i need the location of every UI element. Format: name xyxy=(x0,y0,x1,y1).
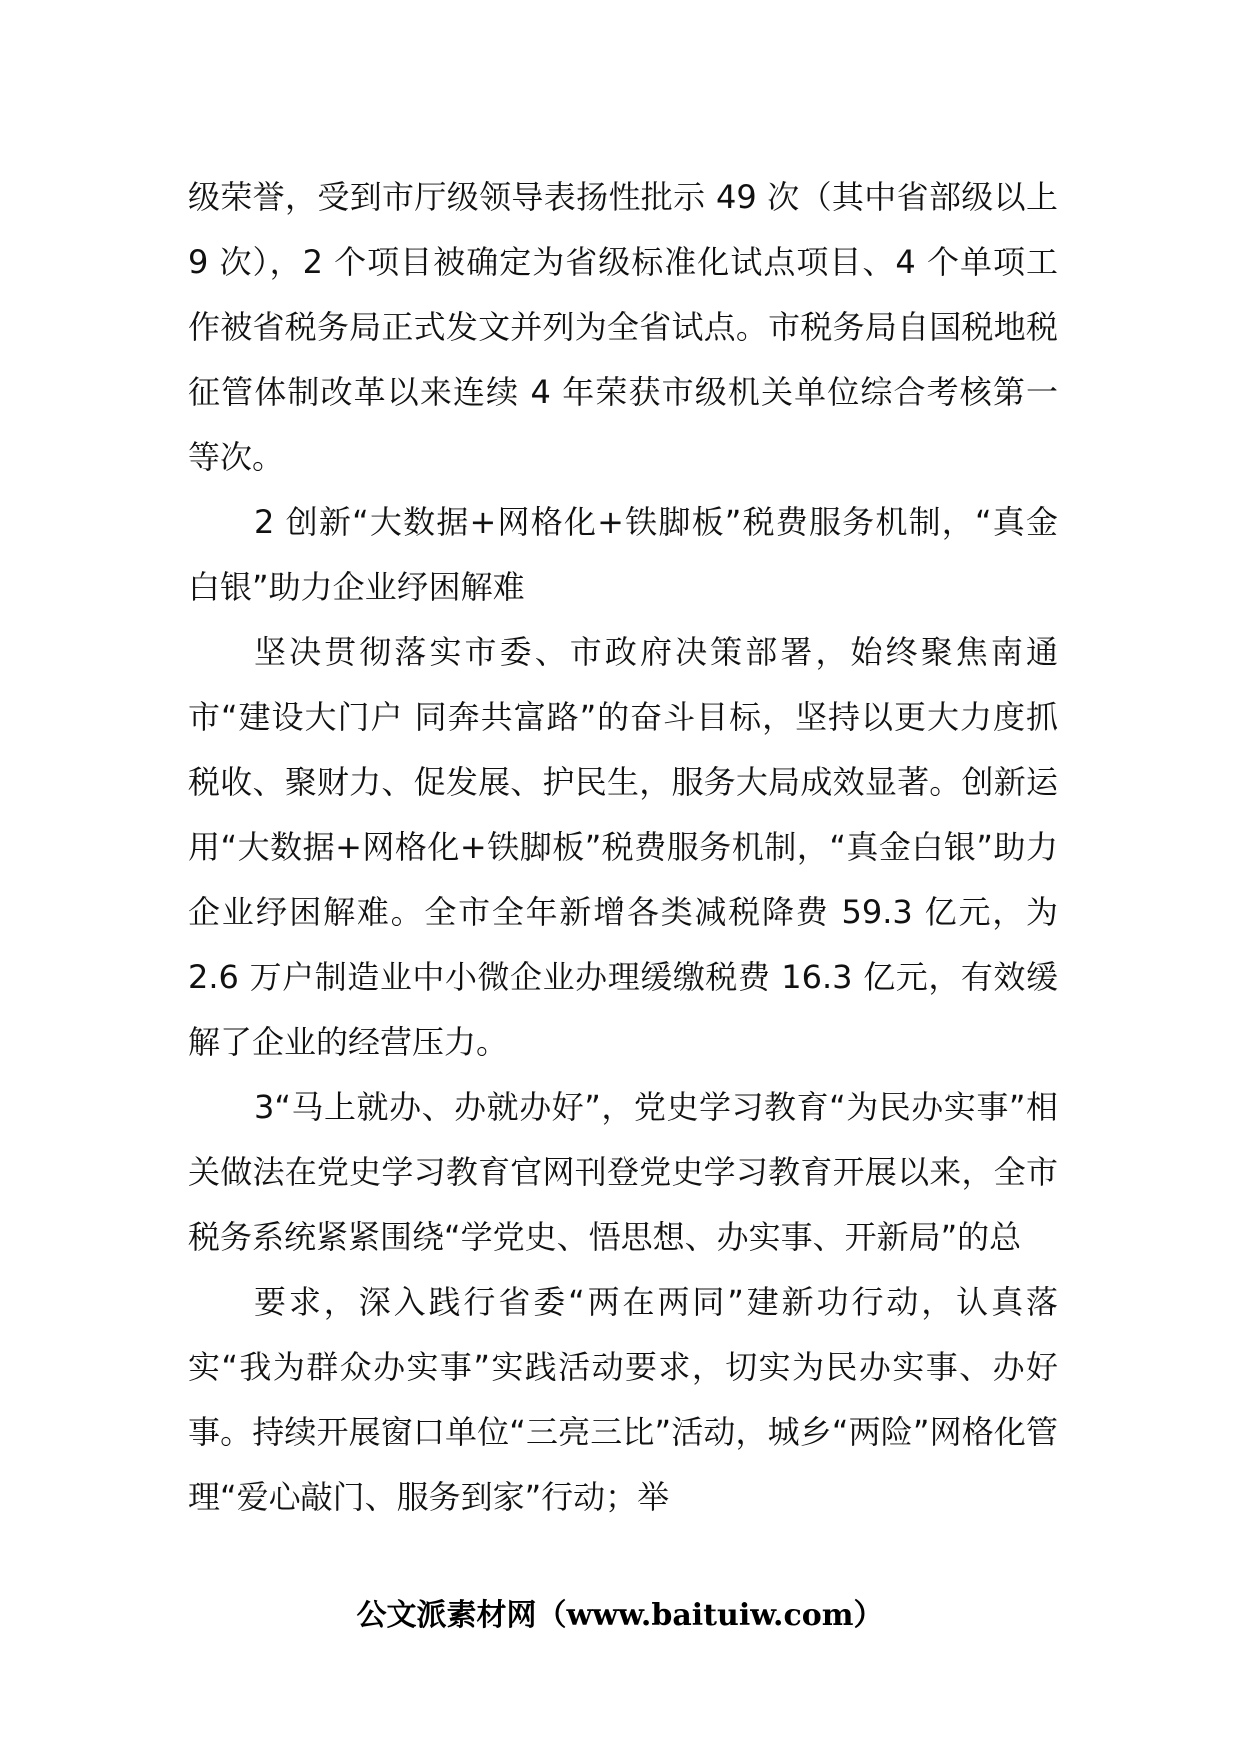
footer-watermark: 公文派素材网（www.baituiw.com） xyxy=(356,1598,884,1633)
paragraph-2-heading: 2 创新“大数据+网格化+铁脚板”税费服务机制，“真金白银”助力企业纾困解难 xyxy=(188,503,1058,606)
paragraph-5: 要求，深入践行省委“两在两同”建新功行动，认真落实“我为群众办实事”实践活动要求，切实为民办实事、办好事。持续开展窗口单位“三亮三比”活动，城乡“两险”网格化管理“爱心敲门、服务到家”行动；举 xyxy=(188,1283,1058,1516)
paragraph-1: 级荣誉，受到市厅级领导表扬性批示 49 次（其中省部级以上 9 次），2 个项目被确定为省级标准化试点项目、4 个单项工作被省税务局正式发文并列为全省试点。市税务局自国税地税征管体制改革以来连续 4 年荣获市级机关单位综合考核第一等次。 xyxy=(188,178,1058,476)
paragraph-3: 坚决贯彻落实市委、市政府决策部署，始终聚焦南通市“建设大门户 同奔共富路”的奋斗目标，坚持以更大力度抓税收、聚财力、促发展、护民生，服务大局成效显著。创新运用“大数据+网格化+铁脚板”税费服务机制，“真金白银”助力企业纾困解难。全市全年新增各类减税降费 59.3 亿元，为 2.6 万户制造业中小微企业办理缓缴税费 16.3 亿元，有效缓解了企业的经营压力。 xyxy=(188,633,1058,1061)
paragraph-4-heading: 3“马上就办、办就办好”，党史学习教育“为民办实事”相关做法在党史学习教育官网刊登党史学习教育开展以来，全市税务系统紧紧围绕“学党史、悟思想、办实事、开新局”的总 xyxy=(188,1088,1058,1256)
body-text xyxy=(188,165,1058,1530)
